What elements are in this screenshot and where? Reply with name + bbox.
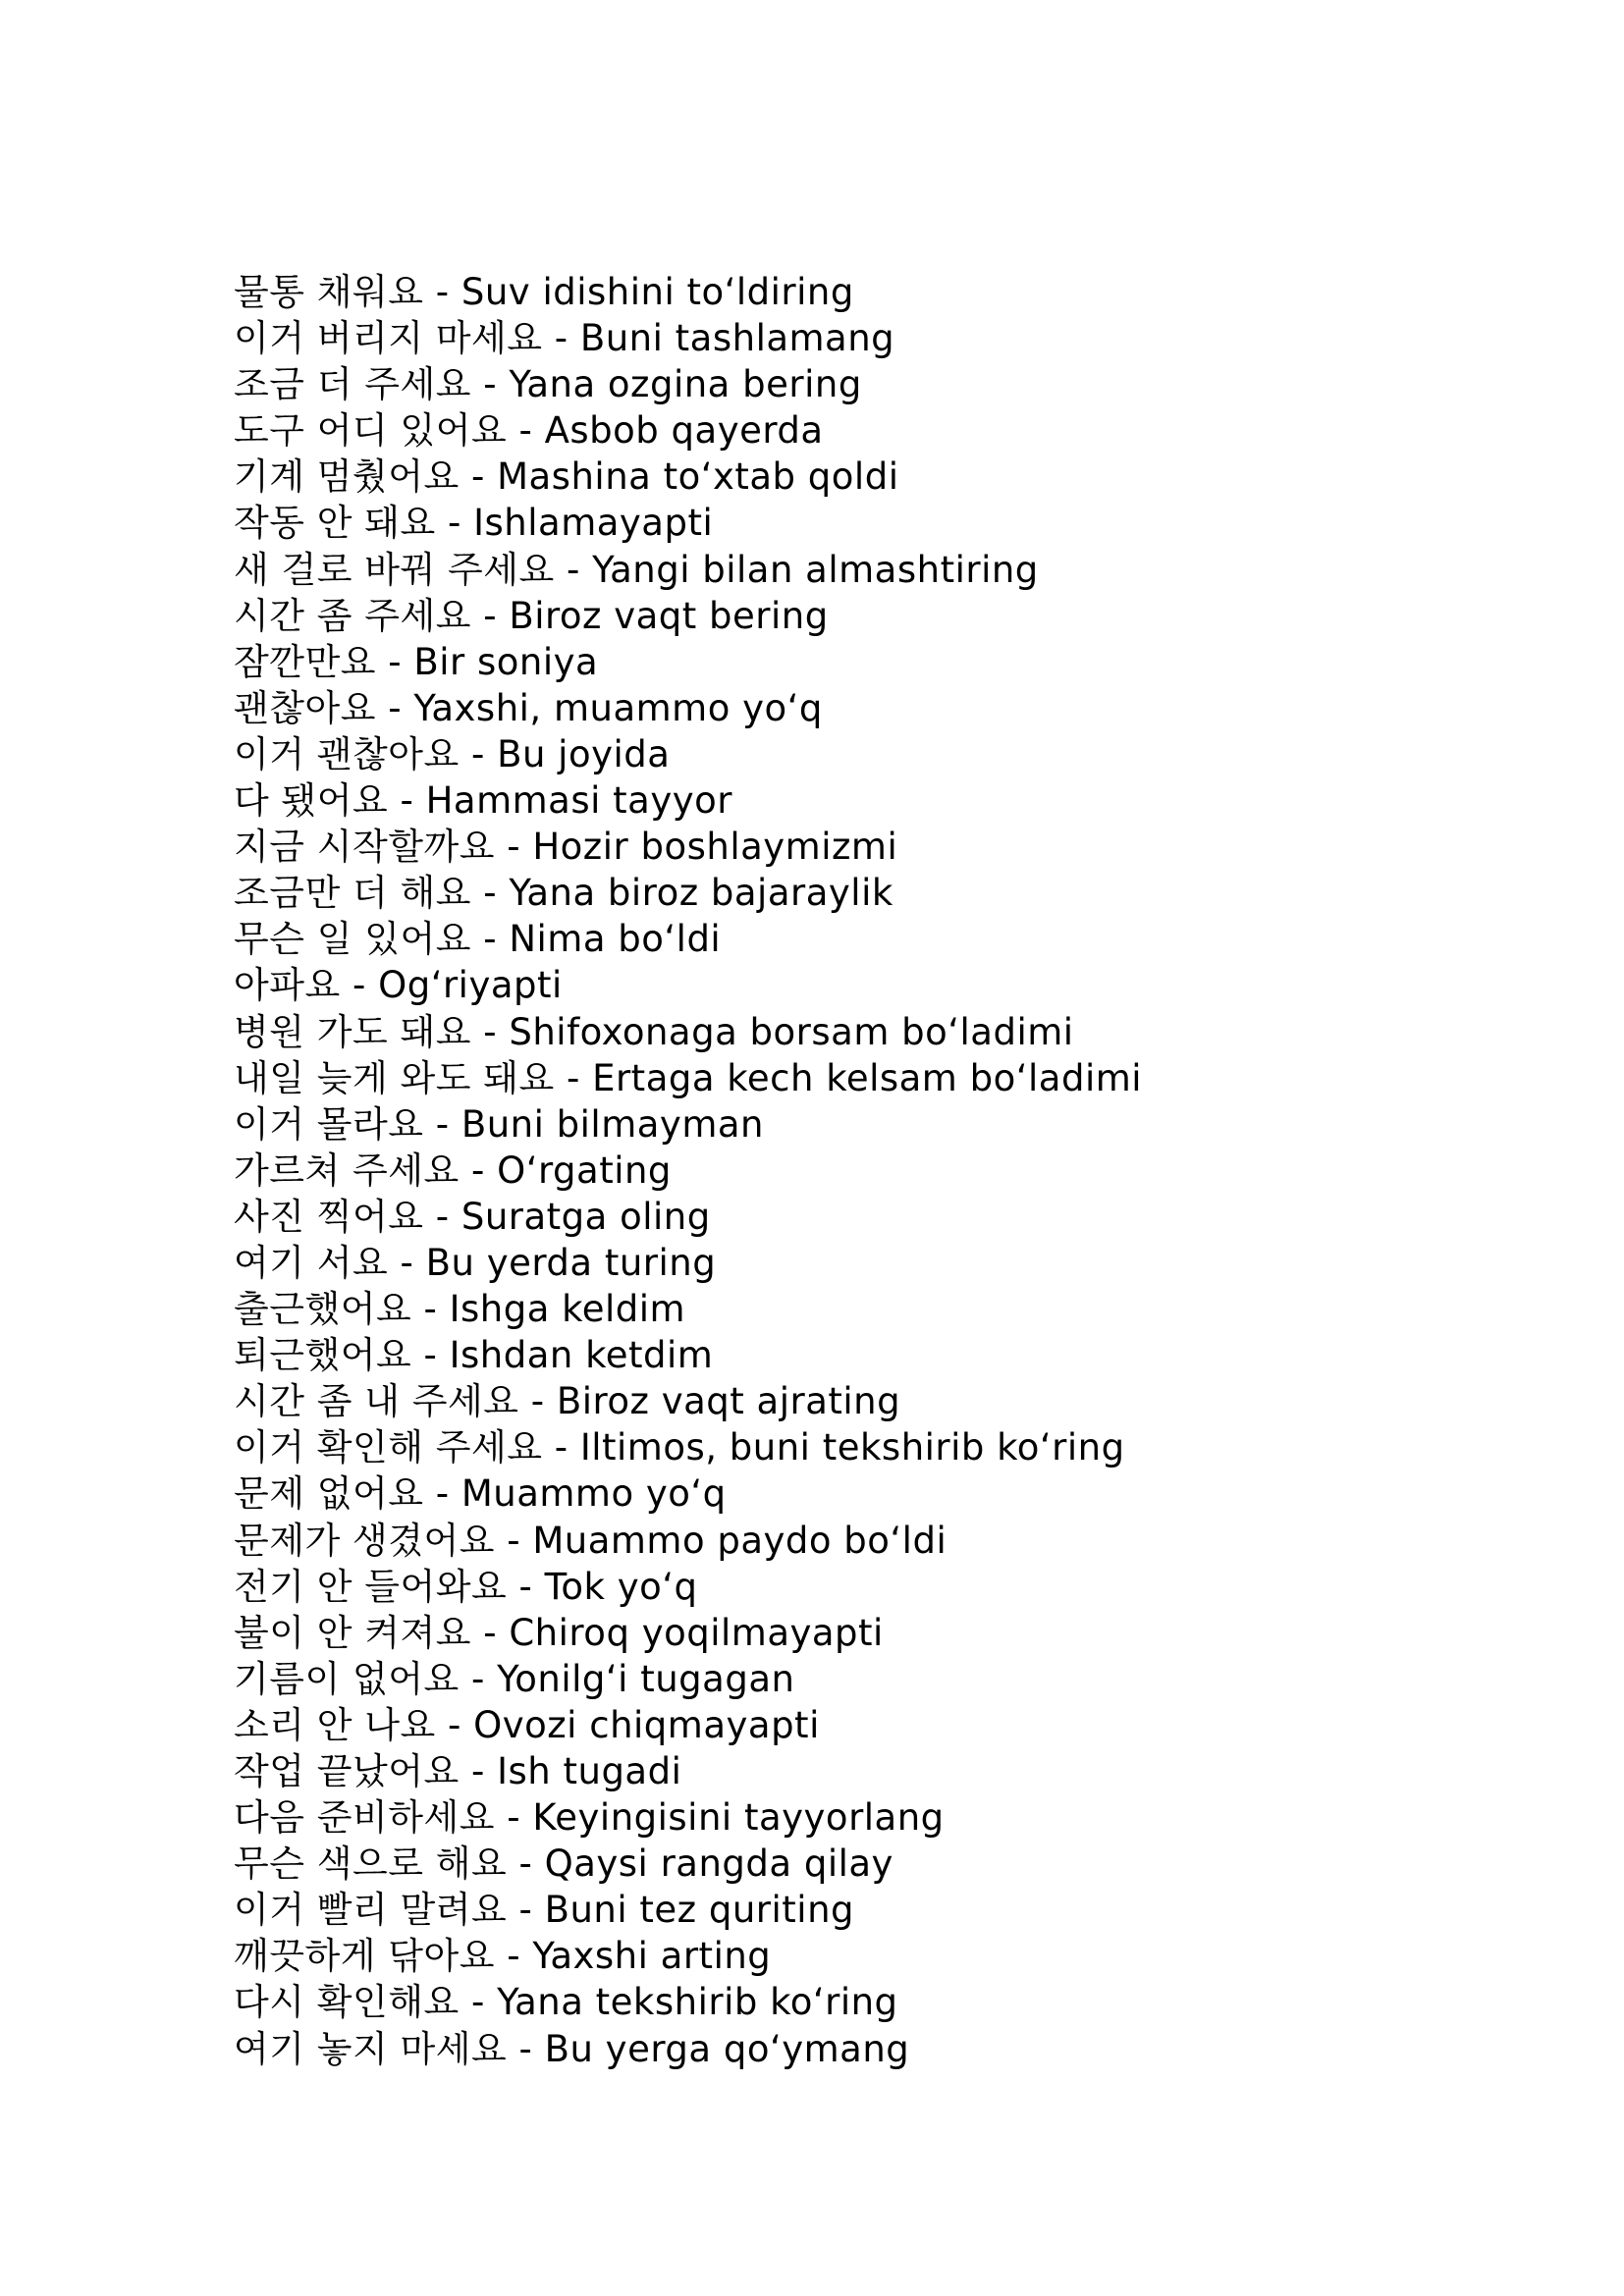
phrase-line: 조금 더 주세요 - Yana ozgina bering <box>234 363 862 406</box>
phrase-line: 이거 몰라요 - Buni bilmayman <box>234 1102 764 1146</box>
phrase-line: 소리 안 나요 - Ovozi chiqmayapti <box>234 1703 820 1746</box>
phrase-line: 전기 안 들어와요 - Tok yoʻq <box>234 1565 698 1608</box>
phrase-line: 기름이 없어요 - Yonilgʻi tugagan <box>234 1657 795 1700</box>
phrase-line: 잠깐만요 - Bir soniya <box>234 640 599 683</box>
phrase-line: 지금 시작할까요 - Hozir boshlaymizmi <box>234 826 898 869</box>
phrase-line: 작업 끝났어요 - Ish tugadi <box>234 1750 682 1792</box>
phrase-line: 사진 찍어요 - Suratga oling <box>234 1195 711 1238</box>
phrase-line: 출근했어요 - Ishga keldim <box>234 1288 686 1331</box>
phrase-line: 불이 안 켜져요 - Chiroq yoqilmayapti <box>234 1611 884 1654</box>
phrase-line: 물통 채워요 - Suv idishini toʻldiring <box>234 271 854 313</box>
phrase-line: 이거 빨리 말려요 - Buni tez quriting <box>234 1889 855 1932</box>
phrase-line: 이거 괜찮아요 - Bu joyida <box>234 732 671 775</box>
phrase-line: 여기 놓지 마세요 - Bu yerga qoʻymang <box>234 2027 910 2070</box>
phrase-line: 괜찮아요 - Yaxshi, muammo yoʻq <box>234 686 823 729</box>
phrase-line: 아파요 - Ogʻriyapti <box>234 964 563 1007</box>
phrase-line: 깨끗하게 닦아요 - Yaxshi arting <box>234 1935 772 1978</box>
phrase-line: 내일 늦게 와도 돼요 - Ertaga kech kelsam boʻladimi <box>234 1056 1143 1099</box>
phrase-line: 가르쳐 주세요 - Oʻrgating <box>234 1148 672 1192</box>
phrase-line: 이거 확인해 주세요 - Iltimos, buni tekshirib koʻring <box>234 1426 1125 1469</box>
phrase-line: 무슨 색으로 해요 - Qaysi rangda qilay <box>234 1842 893 1886</box>
phrase-line: 작동 안 돼요 - Ishlamayapti <box>234 502 714 545</box>
phrase-line: 문제가 생겼어요 - Muammo paydo boʻldi <box>234 1519 947 1562</box>
phrase-line: 새 걸로 바꿔 주세요 - Yangi bilan almashtiring <box>234 548 1039 591</box>
phrase-line: 여기 서요 - Bu yerda turing <box>234 1241 717 1284</box>
phrase-line: 시간 좀 내 주세요 - Biroz vaqt ajrating <box>234 1380 901 1423</box>
phrase-line: 이거 버리지 마세요 - Buni tashlamang <box>234 317 895 360</box>
phrase-line: 도구 어디 있어요 - Asbob qayerda <box>234 409 824 453</box>
phrase-line: 다 됐어요 - Hammasi tayyor <box>234 779 732 823</box>
phrase-line: 퇴근했어요 - Ishdan ketdim <box>234 1334 714 1377</box>
phrase-line: 기계 멈췄어요 - Mashina toʻxtab qoldi <box>234 455 899 499</box>
phrase-line: 무슨 일 있어요 - Nima boʻldi <box>234 918 722 961</box>
phrase-list <box>234 269 1142 2072</box>
phrase-line: 병원 가도 돼요 - Shifoxonaga borsam boʻladimi <box>234 1010 1074 1053</box>
phrase-line: 다음 준비하세요 - Keyingisini tayyorlang <box>234 1796 945 1840</box>
phrase-line: 시간 좀 주세요 - Biroz vaqt bering <box>234 594 829 637</box>
phrase-line: 조금만 더 해요 - Yana biroz bajaraylik <box>234 872 893 915</box>
phrase-line: 다시 확인해요 - Yana tekshirib koʻring <box>234 1981 898 2024</box>
phrase-line: 문제 없어요 - Muammo yoʻq <box>234 1472 727 1516</box>
